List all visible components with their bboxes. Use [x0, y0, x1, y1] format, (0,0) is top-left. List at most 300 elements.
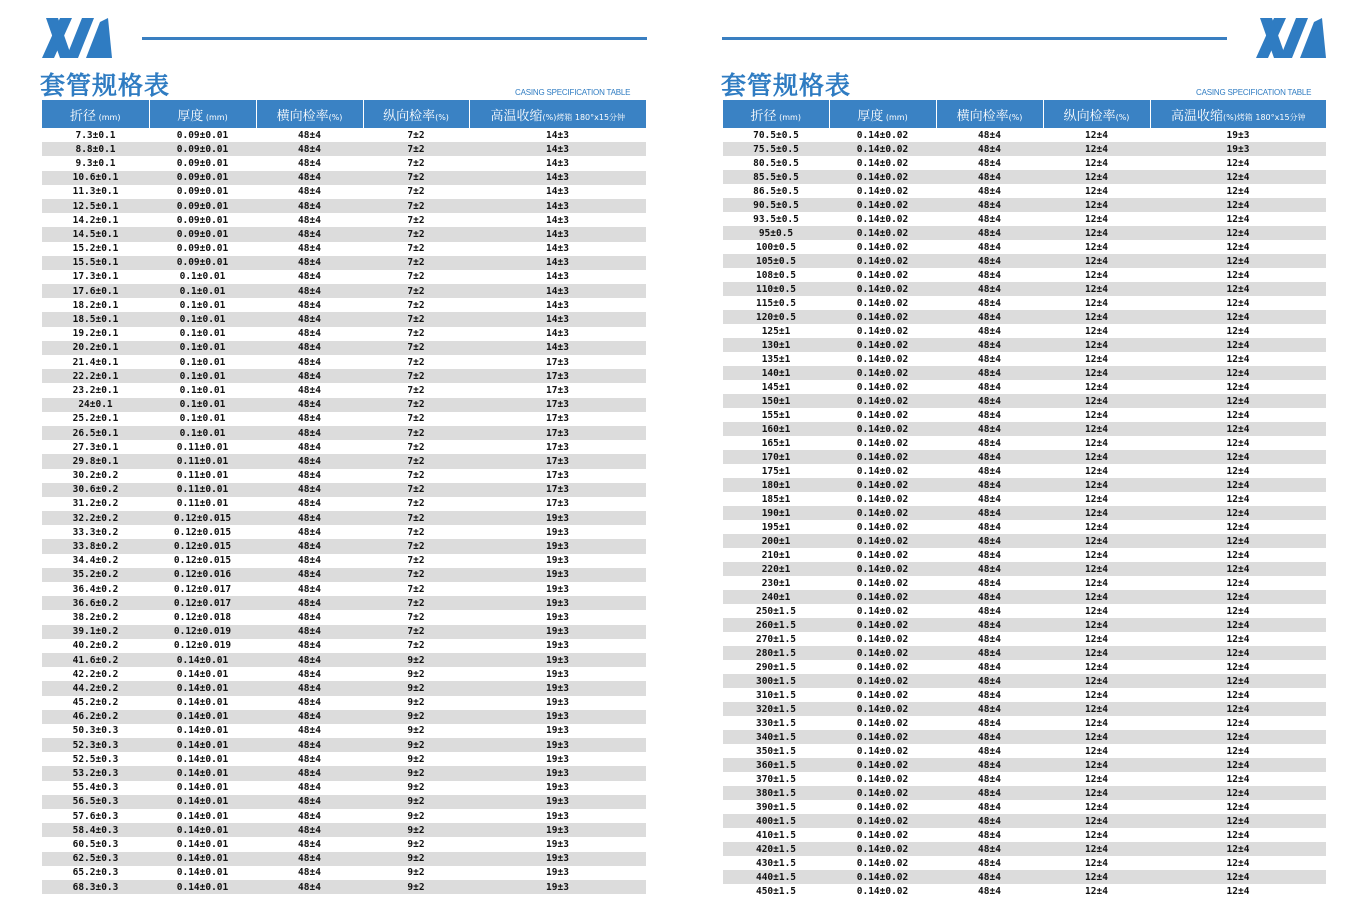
cell-thickness: 0.14±0.02 — [856, 213, 909, 225]
cell-fold-width: 165±1 — [761, 437, 791, 449]
table-row — [42, 511, 646, 525]
table-row — [42, 483, 646, 497]
cell-fold-width: 195±1 — [761, 521, 791, 533]
cell-longitudinal-shrink: 12±4 — [1085, 465, 1108, 477]
page-subtitle: CASING SPECIFICATION TABLE — [1196, 88, 1312, 97]
cell-heat-shrink: 12±4 — [1150, 814, 1326, 828]
cell-heat-shrink: 19±3 — [469, 539, 646, 553]
cell-fold-width: 33.3±0.2 — [72, 526, 119, 538]
cell-longitudinal-shrink: 9±2 — [407, 725, 425, 737]
cell-fold-width: 65.2±0.3 — [72, 867, 119, 879]
cell-heat-shrink: 14±3 — [546, 214, 569, 226]
cell-fold-width: 108±0.5 — [755, 269, 797, 281]
cell-thickness: 0.14±0.01 — [149, 738, 256, 752]
cell-thickness: 0.14±0.02 — [829, 142, 936, 156]
cell-thickness: 0.14±0.02 — [829, 282, 936, 296]
cell-fold-width: 270±1.5 — [755, 633, 797, 645]
cell-transverse-shrink: 48±4 — [256, 171, 363, 185]
table-row — [723, 744, 1326, 758]
table-row — [723, 786, 1326, 800]
cell-transverse-shrink: 48±4 — [298, 413, 321, 425]
cell-longitudinal-shrink: 7±2 — [363, 454, 469, 468]
table-row — [723, 772, 1326, 786]
table-row — [42, 398, 646, 412]
cell-fold-width: 55.4±0.3 — [72, 782, 119, 794]
cell-longitudinal-shrink: 7±2 — [363, 284, 469, 298]
cell-fold-width: 410±1.5 — [755, 829, 797, 841]
cell-fold-width: 36.6±0.2 — [42, 596, 149, 610]
cell-heat-shrink: 14±3 — [469, 227, 646, 241]
table-row — [42, 469, 646, 483]
cell-transverse-shrink: 48±4 — [256, 823, 363, 837]
table-row — [42, 298, 646, 312]
cell-fold-width: 360±1.5 — [723, 758, 829, 772]
cell-heat-shrink: 12±4 — [1150, 338, 1326, 352]
cell-transverse-shrink: 48±4 — [256, 568, 363, 582]
cell-heat-shrink: 12±4 — [1226, 437, 1250, 449]
cell-transverse-shrink: 48±4 — [298, 498, 321, 510]
cell-thickness: 0.14±0.02 — [829, 310, 936, 324]
cell-thickness: 0.11±0.01 — [176, 498, 229, 510]
cell-transverse-shrink: 48±4 — [936, 842, 1043, 856]
cell-longitudinal-shrink: 12±4 — [1085, 213, 1108, 225]
cell-fold-width: 17.6±0.1 — [42, 284, 149, 298]
table-row — [723, 702, 1326, 716]
cell-thickness: 0.12±0.017 — [173, 583, 232, 595]
cell-transverse-shrink: 48±4 — [978, 465, 1001, 477]
cell-longitudinal-shrink: 12±4 — [1043, 226, 1150, 240]
table-row — [723, 618, 1326, 632]
cell-thickness: 0.09±0.01 — [149, 199, 256, 213]
cell-thickness: 0.12±0.019 — [173, 640, 232, 652]
cell-longitudinal-shrink: 12±4 — [1043, 562, 1150, 576]
cell-thickness: 0.14±0.02 — [856, 437, 909, 449]
cell-fold-width: 290±1.5 — [755, 661, 797, 673]
table-row — [42, 639, 646, 653]
cell-thickness: 0.14±0.01 — [149, 653, 256, 667]
cell-transverse-shrink: 48±4 — [298, 782, 321, 794]
cell-thickness: 0.1±0.01 — [149, 341, 256, 355]
cell-heat-shrink: 19±3 — [546, 583, 569, 595]
cell-fold-width: 175±1 — [761, 465, 791, 477]
cell-transverse-shrink: 48±4 — [978, 213, 1001, 225]
cell-thickness: 0.14±0.02 — [856, 717, 909, 729]
table-row — [42, 497, 646, 511]
cell-thickness: 0.14±0.01 — [149, 852, 256, 866]
cell-longitudinal-shrink: 9±2 — [407, 668, 425, 680]
cell-longitudinal-shrink: 12±4 — [1043, 170, 1150, 184]
cell-thickness: 0.14±0.02 — [856, 521, 909, 533]
table-row — [42, 625, 646, 639]
cell-heat-shrink: 19±3 — [469, 625, 646, 639]
cell-transverse-shrink: 48±4 — [256, 710, 363, 724]
table-row — [723, 632, 1326, 646]
cell-heat-shrink: 12±4 — [1226, 605, 1250, 617]
cell-thickness: 0.12±0.015 — [173, 526, 232, 538]
table-row — [723, 576, 1326, 590]
cell-longitudinal-shrink: 12±4 — [1085, 885, 1108, 897]
cell-transverse-shrink: 48±4 — [978, 353, 1001, 365]
cell-heat-shrink: 12±4 — [1150, 758, 1326, 772]
cell-longitudinal-shrink: 12±4 — [1085, 493, 1108, 505]
cell-heat-shrink: 12±4 — [1226, 857, 1250, 869]
cell-heat-shrink: 12±4 — [1226, 689, 1250, 701]
cell-heat-shrink: 12±4 — [1150, 198, 1326, 212]
cell-transverse-shrink: 48±4 — [256, 284, 363, 298]
cell-fold-width: 380±1.5 — [723, 786, 829, 800]
cell-heat-shrink: 17±3 — [469, 398, 646, 412]
table-row — [42, 454, 646, 468]
header-rule — [722, 37, 1227, 40]
cell-heat-shrink: 17±3 — [546, 384, 569, 396]
table-row — [723, 870, 1326, 884]
cell-heat-shrink: 14±3 — [469, 142, 646, 156]
cell-thickness: 0.12±0.016 — [149, 568, 256, 582]
cell-transverse-shrink: 48±4 — [298, 838, 321, 850]
cell-thickness: 0.14±0.02 — [856, 633, 909, 645]
cell-longitudinal-shrink: 7±2 — [363, 511, 469, 525]
cell-heat-shrink: 12±4 — [1226, 241, 1250, 253]
cell-heat-shrink: 19±3 — [469, 880, 646, 894]
cell-thickness: 0.14±0.02 — [856, 605, 909, 617]
cell-transverse-shrink: 48±4 — [298, 470, 321, 482]
cell-transverse-shrink: 48±4 — [936, 674, 1043, 688]
cell-transverse-shrink: 48±4 — [256, 369, 363, 383]
cell-fold-width: 26.5±0.1 — [42, 426, 149, 440]
cell-transverse-shrink: 48±4 — [936, 702, 1043, 716]
cell-thickness: 0.12±0.015 — [149, 539, 256, 553]
cell-longitudinal-shrink: 12±4 — [1043, 786, 1150, 800]
cell-fold-width: 39.1±0.2 — [42, 625, 149, 639]
cell-thickness: 0.09±0.01 — [176, 243, 229, 255]
cell-thickness: 0.14±0.01 — [149, 823, 256, 837]
table-row — [723, 310, 1326, 324]
cell-longitudinal-shrink: 12±4 — [1043, 702, 1150, 716]
cell-fold-width: 15.2±0.1 — [72, 243, 119, 255]
cell-fold-width: 85.5±0.5 — [723, 170, 829, 184]
column-header-thickness — [829, 100, 936, 128]
cell-fold-width: 260±1.5 — [723, 618, 829, 632]
cell-fold-width: 90.5±0.5 — [723, 198, 829, 212]
cell-transverse-shrink: 48±4 — [936, 142, 1043, 156]
table-row — [723, 226, 1326, 240]
cell-heat-shrink: 12±4 — [1150, 842, 1326, 856]
cell-transverse-shrink: 48±4 — [936, 170, 1043, 184]
cell-transverse-shrink: 48±4 — [936, 394, 1043, 408]
cell-fold-width: 105±0.5 — [723, 254, 829, 268]
cell-transverse-shrink: 48±4 — [978, 325, 1001, 337]
table-row — [723, 534, 1326, 548]
cell-longitudinal-shrink: 12±4 — [1085, 801, 1108, 813]
cell-thickness: 0.14±0.02 — [856, 157, 909, 169]
cell-transverse-shrink: 48±4 — [978, 689, 1001, 701]
cell-fold-width: 44.2±0.2 — [42, 681, 149, 695]
cell-transverse-shrink: 48±4 — [936, 590, 1043, 604]
cell-thickness: 0.14±0.01 — [176, 697, 229, 709]
cell-fold-width: 36.4±0.2 — [72, 583, 119, 595]
cell-longitudinal-shrink: 12±4 — [1085, 437, 1108, 449]
cell-transverse-shrink: 48±4 — [936, 450, 1043, 464]
cell-thickness: 0.14±0.02 — [829, 758, 936, 772]
table-row — [723, 604, 1326, 618]
cell-thickness: 0.1±0.01 — [179, 413, 226, 425]
cell-longitudinal-shrink: 12±4 — [1043, 254, 1150, 268]
table-row — [42, 795, 646, 809]
cell-thickness: 0.14±0.02 — [856, 661, 909, 673]
cell-transverse-shrink: 48±4 — [936, 618, 1043, 632]
table-row — [723, 856, 1326, 870]
cell-transverse-shrink: 48±4 — [256, 199, 363, 213]
cell-thickness: 0.1±0.01 — [149, 284, 256, 298]
cell-fold-width: 150±1 — [723, 394, 829, 408]
table-row — [42, 341, 646, 355]
table-row — [723, 520, 1326, 534]
cell-transverse-shrink: 48±4 — [978, 857, 1001, 869]
cell-fold-width: 8.8±0.1 — [42, 142, 149, 156]
cell-transverse-shrink: 48±4 — [978, 661, 1001, 673]
cell-longitudinal-shrink: 12±4 — [1043, 730, 1150, 744]
cell-fold-width: 21.4±0.1 — [72, 356, 119, 368]
table-row — [723, 422, 1326, 436]
cell-longitudinal-shrink: 12±4 — [1085, 857, 1108, 869]
cell-fold-width: 60.5±0.3 — [72, 838, 119, 850]
cell-transverse-shrink: 48±4 — [978, 773, 1001, 785]
cell-heat-shrink: 19±3 — [546, 555, 569, 567]
cell-longitudinal-shrink: 12±4 — [1043, 310, 1150, 324]
cell-longitudinal-shrink: 12±4 — [1085, 129, 1108, 141]
cell-thickness: 0.14±0.02 — [829, 338, 936, 352]
cell-fold-width: 450±1.5 — [755, 885, 797, 897]
cell-heat-shrink: 12±4 — [1150, 170, 1326, 184]
table-row — [723, 184, 1326, 198]
cell-transverse-shrink: 48±4 — [298, 328, 321, 340]
cell-heat-shrink: 12±4 — [1226, 325, 1250, 337]
cell-fold-width: 45.2±0.2 — [72, 697, 119, 709]
cell-heat-shrink: 17±3 — [546, 498, 569, 510]
table-row — [42, 284, 646, 298]
cell-heat-shrink: 12±4 — [1150, 478, 1326, 492]
cell-fold-width: 35.2±0.2 — [42, 568, 149, 582]
cell-fold-width: 11.3±0.1 — [72, 186, 119, 198]
cell-transverse-shrink: 48±4 — [978, 745, 1001, 757]
cell-fold-width: 125±1 — [761, 325, 791, 337]
cell-longitudinal-shrink: 7±2 — [407, 157, 425, 169]
cell-thickness: 0.1±0.01 — [179, 384, 226, 396]
cell-transverse-shrink: 48±4 — [256, 454, 363, 468]
table-row — [723, 506, 1326, 520]
cell-transverse-shrink: 48±4 — [936, 338, 1043, 352]
cell-longitudinal-shrink: 12±4 — [1043, 870, 1150, 884]
cell-longitudinal-shrink: 7±2 — [407, 186, 425, 198]
cell-thickness: 0.14±0.02 — [856, 185, 909, 197]
cell-heat-shrink: 12±4 — [1226, 157, 1250, 169]
cell-transverse-shrink: 48±4 — [978, 241, 1001, 253]
cell-heat-shrink: 12±4 — [1150, 534, 1326, 548]
cell-transverse-shrink: 48±4 — [256, 653, 363, 667]
cell-thickness: 0.14±0.02 — [856, 829, 909, 841]
table-row — [42, 596, 646, 610]
cell-fold-width: 12.5±0.1 — [42, 199, 149, 213]
cell-longitudinal-shrink: 7±2 — [363, 398, 469, 412]
cell-transverse-shrink: 48±4 — [936, 786, 1043, 800]
table-row — [723, 884, 1326, 898]
cell-heat-shrink: 17±3 — [546, 356, 569, 368]
table-row — [723, 268, 1326, 282]
cell-heat-shrink: 19±3 — [546, 526, 569, 538]
table-row — [42, 696, 646, 710]
table-row — [42, 539, 646, 553]
cell-longitudinal-shrink: 7±2 — [363, 199, 469, 213]
cell-heat-shrink: 12±4 — [1150, 730, 1326, 744]
cell-longitudinal-shrink: 12±4 — [1043, 198, 1150, 212]
table-row — [42, 312, 646, 326]
table-row — [42, 809, 646, 823]
cell-longitudinal-shrink: 7±2 — [363, 483, 469, 497]
cell-longitudinal-shrink: 7±2 — [407, 214, 425, 226]
cell-longitudinal-shrink: 7±2 — [363, 341, 469, 355]
cell-heat-shrink: 19±3 — [469, 823, 646, 837]
cell-longitudinal-shrink: 12±4 — [1043, 618, 1150, 632]
cell-heat-shrink: 12±4 — [1150, 674, 1326, 688]
cell-longitudinal-shrink: 12±4 — [1085, 269, 1108, 281]
cell-transverse-shrink: 48±4 — [256, 738, 363, 752]
cell-thickness: 0.14±0.01 — [149, 710, 256, 724]
cell-thickness: 0.1±0.01 — [149, 369, 256, 383]
cell-longitudinal-shrink: 12±4 — [1043, 758, 1150, 772]
cell-heat-shrink: 12±4 — [1226, 297, 1250, 309]
header-label: 纵向检率 — [383, 108, 436, 124]
cell-thickness: 0.14±0.02 — [829, 198, 936, 212]
cell-transverse-shrink: 48±4 — [298, 384, 321, 396]
cell-fold-width: 23.2±0.1 — [72, 384, 119, 396]
cell-fold-width: 25.2±0.1 — [72, 413, 119, 425]
cell-heat-shrink: 12±4 — [1150, 646, 1326, 660]
cell-transverse-shrink: 48±4 — [978, 521, 1001, 533]
header-label: 厚度 — [857, 108, 884, 124]
table-row — [723, 338, 1326, 352]
table-row — [723, 380, 1326, 394]
cell-thickness: 0.12±0.015 — [173, 555, 232, 567]
cell-thickness: 0.09±0.01 — [149, 227, 256, 241]
table-row — [723, 464, 1326, 478]
cell-longitudinal-shrink: 12±4 — [1043, 394, 1150, 408]
cell-longitudinal-shrink: 7±2 — [407, 470, 425, 482]
table-row — [42, 426, 646, 440]
cell-fold-width: 10.6±0.1 — [42, 171, 149, 185]
cell-transverse-shrink: 48±4 — [978, 157, 1001, 169]
cell-fold-width: 70.5±0.5 — [753, 129, 799, 141]
cell-heat-shrink: 12±4 — [1226, 661, 1250, 673]
column-header-heat-shrink — [1150, 100, 1326, 128]
cell-heat-shrink: 19±3 — [1226, 129, 1250, 141]
table-row — [723, 352, 1326, 366]
cell-heat-shrink: 19±3 — [469, 738, 646, 752]
cell-thickness: 0.14±0.02 — [856, 381, 909, 393]
cell-heat-shrink: 19±3 — [469, 681, 646, 695]
cell-transverse-shrink: 48±4 — [978, 297, 1001, 309]
cell-thickness: 0.14±0.02 — [856, 857, 909, 869]
cell-thickness: 0.14±0.01 — [176, 782, 229, 794]
cell-longitudinal-shrink: 7±2 — [407, 129, 425, 141]
table-row — [42, 227, 646, 241]
cell-transverse-shrink: 48±4 — [298, 555, 321, 567]
table-row — [42, 171, 646, 185]
cell-heat-shrink: 19±3 — [1150, 142, 1326, 156]
cell-longitudinal-shrink: 9±2 — [363, 653, 469, 667]
cell-thickness: 0.14±0.01 — [176, 753, 229, 765]
cell-heat-shrink: 12±4 — [1150, 618, 1326, 632]
header-unit: (%) — [328, 112, 343, 122]
cell-transverse-shrink: 48±4 — [256, 256, 363, 270]
cell-transverse-shrink: 48±4 — [256, 852, 363, 866]
table-row — [42, 270, 646, 284]
cell-transverse-shrink: 48±4 — [298, 753, 321, 765]
cell-heat-shrink: 19±3 — [469, 568, 646, 582]
cell-transverse-shrink: 48±4 — [298, 583, 321, 595]
cell-heat-shrink: 12±4 — [1150, 226, 1326, 240]
cell-longitudinal-shrink: 12±4 — [1085, 157, 1108, 169]
table-row — [42, 823, 646, 837]
cell-longitudinal-shrink: 12±4 — [1085, 325, 1108, 337]
table-row — [723, 814, 1326, 828]
cell-heat-shrink: 12±4 — [1226, 521, 1250, 533]
cell-heat-shrink: 12±4 — [1150, 366, 1326, 380]
table-row — [723, 198, 1326, 212]
cell-thickness: 0.14±0.02 — [829, 786, 936, 800]
cell-fold-width: 14.5±0.1 — [42, 227, 149, 241]
cell-heat-shrink: 12±4 — [1150, 870, 1326, 884]
cell-heat-shrink: 19±3 — [469, 852, 646, 866]
cell-transverse-shrink: 48±4 — [936, 198, 1043, 212]
cell-transverse-shrink: 48±4 — [978, 493, 1001, 505]
cell-transverse-shrink: 48±4 — [256, 625, 363, 639]
cell-thickness: 0.14±0.02 — [829, 226, 936, 240]
cell-transverse-shrink: 48±4 — [936, 310, 1043, 324]
cell-thickness: 0.14±0.01 — [176, 867, 229, 879]
cell-transverse-shrink: 48±4 — [298, 441, 321, 453]
cell-thickness: 0.11±0.01 — [149, 483, 256, 497]
cell-thickness: 0.14±0.02 — [856, 465, 909, 477]
cell-heat-shrink: 19±3 — [546, 640, 569, 652]
table-row — [723, 436, 1326, 450]
table-row — [723, 646, 1326, 660]
cell-thickness: 0.09±0.01 — [176, 157, 229, 169]
table-row — [42, 554, 646, 568]
cell-longitudinal-shrink: 12±4 — [1085, 297, 1108, 309]
cell-thickness: 0.1±0.01 — [179, 328, 226, 340]
cell-fold-width: 95±0.5 — [723, 226, 829, 240]
table-row — [723, 394, 1326, 408]
column-header-heat-shrink — [469, 100, 646, 128]
cell-longitudinal-shrink: 7±2 — [363, 142, 469, 156]
cell-fold-width: 34.4±0.2 — [72, 555, 119, 567]
cell-fold-width: 30.6±0.2 — [42, 483, 149, 497]
cell-longitudinal-shrink: 12±4 — [1085, 605, 1108, 617]
cell-thickness: 0.09±0.01 — [149, 256, 256, 270]
spec-table-left — [42, 100, 646, 894]
cell-longitudinal-shrink: 12±4 — [1085, 633, 1108, 645]
cell-longitudinal-shrink: 12±4 — [1043, 478, 1150, 492]
cell-longitudinal-shrink: 9±2 — [363, 766, 469, 780]
header-label: 高温收缩 — [1170, 108, 1223, 124]
cell-longitudinal-shrink: 9±2 — [407, 782, 425, 794]
cell-transverse-shrink: 48±4 — [256, 539, 363, 553]
cell-transverse-shrink: 48±4 — [978, 829, 1001, 841]
cell-heat-shrink: 12±4 — [1150, 310, 1326, 324]
cell-transverse-shrink: 48±4 — [978, 577, 1001, 589]
cell-fold-width: 80.5±0.5 — [753, 157, 799, 169]
table-row — [723, 324, 1326, 338]
